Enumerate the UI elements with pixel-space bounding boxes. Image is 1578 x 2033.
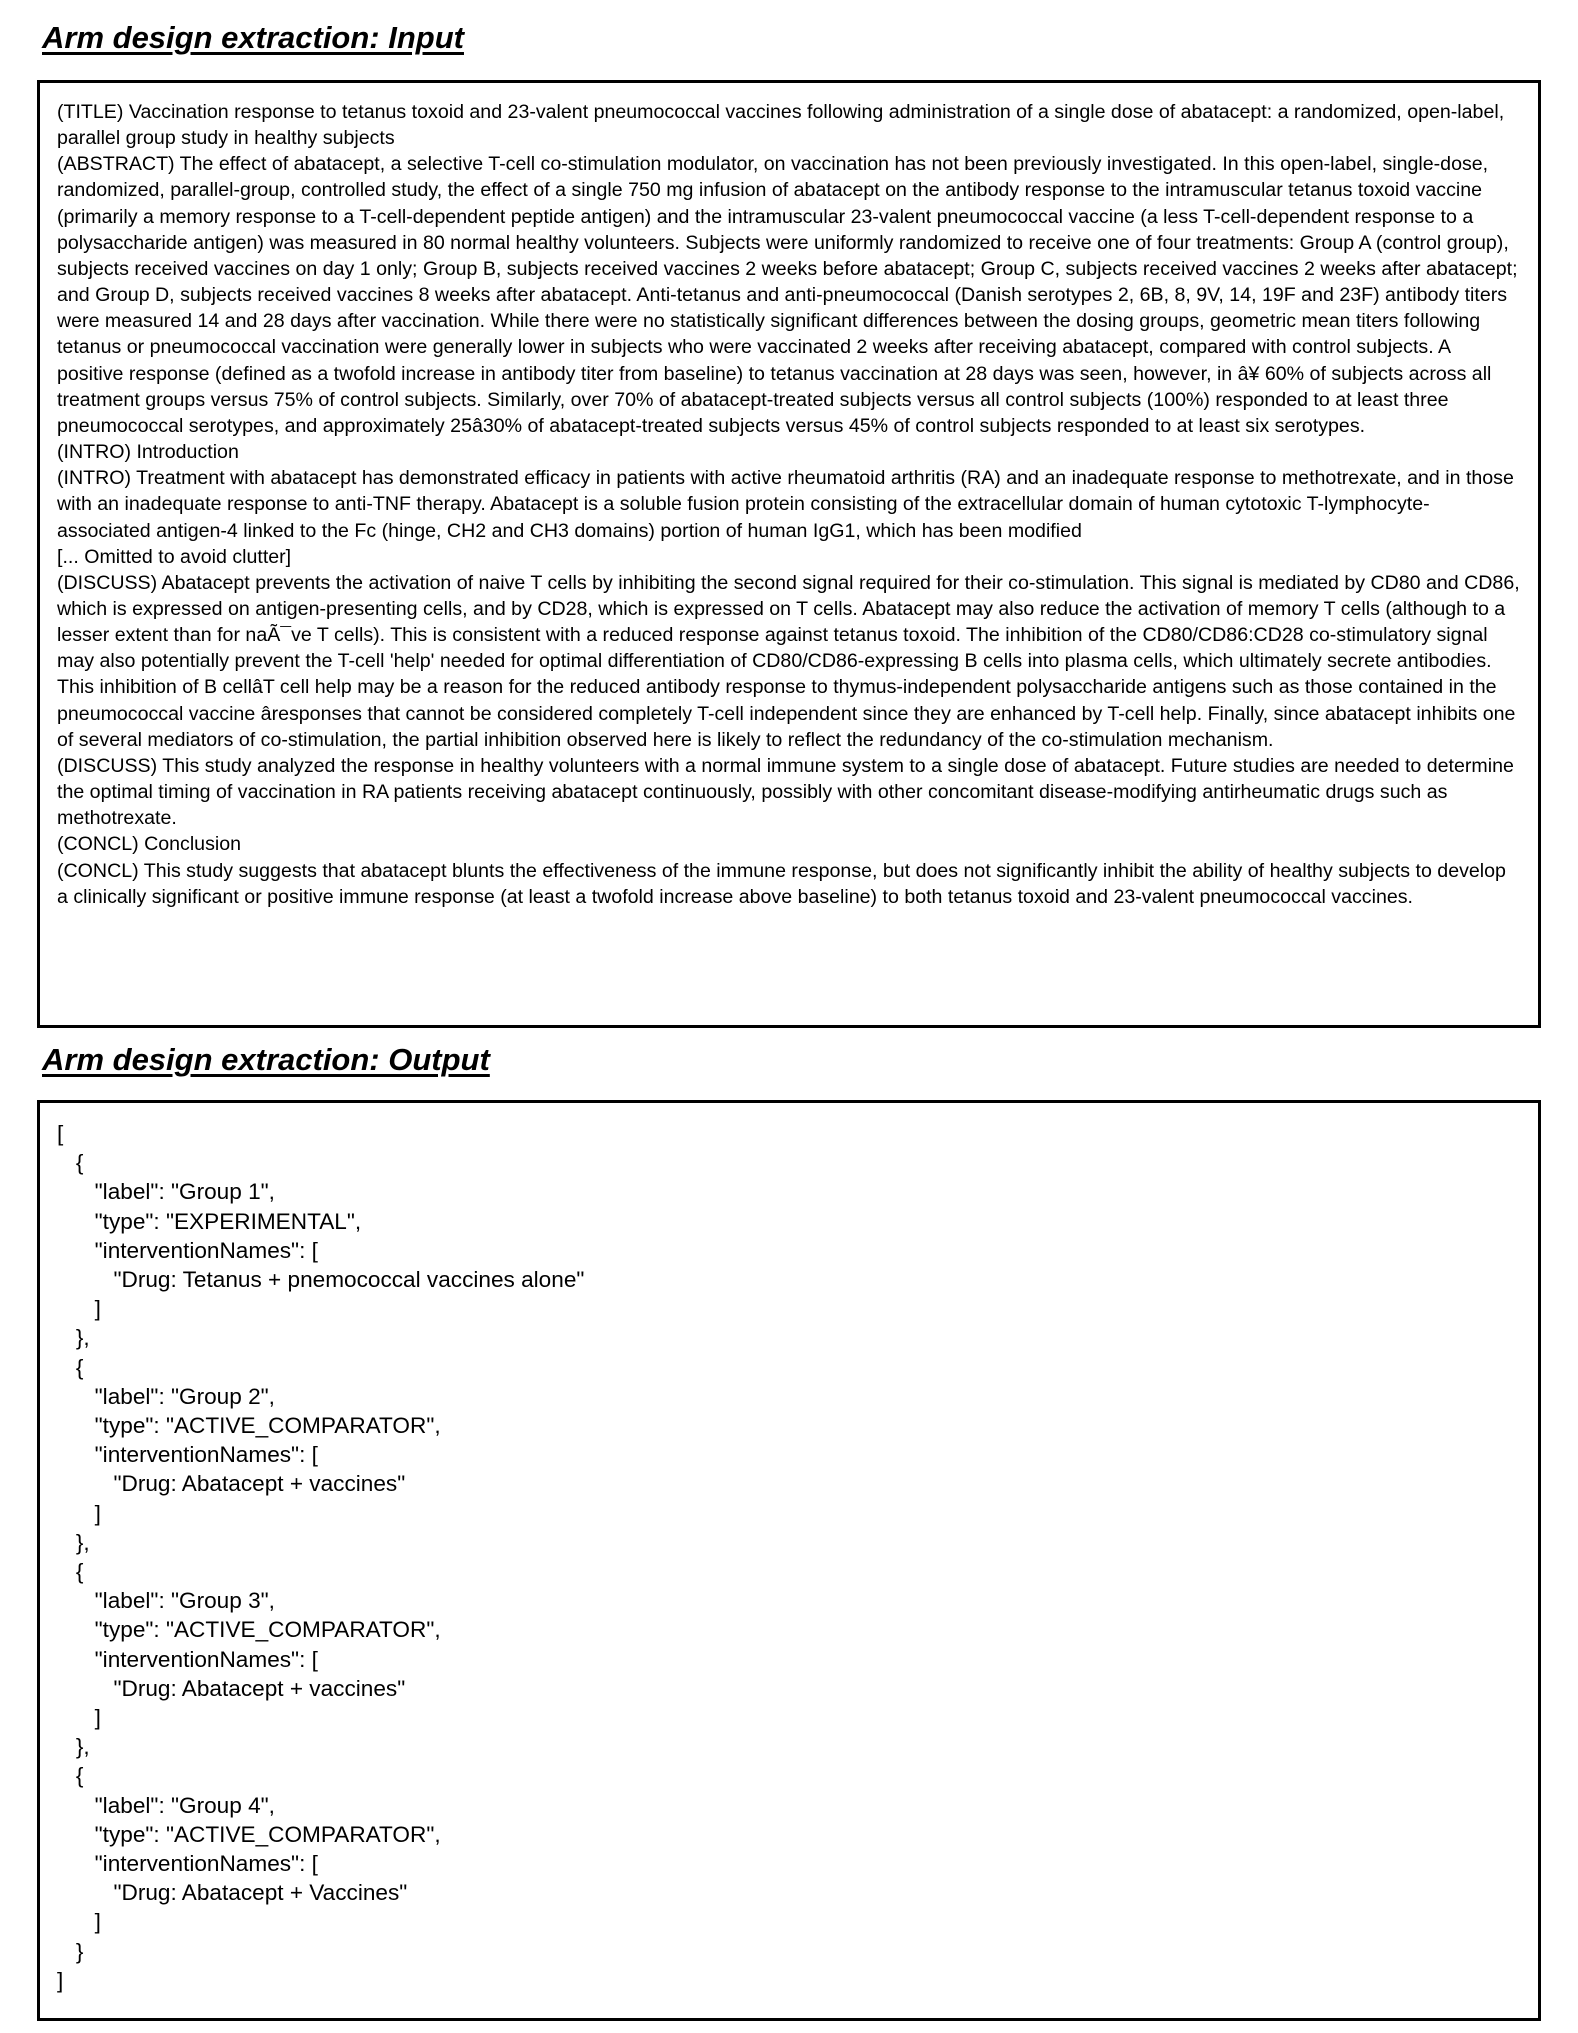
json-line: "interventionNames": [ [57, 1646, 318, 1672]
json-line: "type": "ACTIVE_COMPARATOR", [57, 1617, 441, 1643]
input-paragraph-intro: (INTRO) Treatment with abatacept has demonstrated efficacy in patients with active rheumatoid arthritis (RA) and an inadequate response to methotrexate, and in those with an inadequate response to anti-TNF therapy. Abatacept is a soluble fusion protein consisting of the extracellular domain of human cytotoxic T-lymphocyte-associated antigen-4 linked to the Fc (hinge, CH2 and CH3 domains) portion of human IgG1, which has been modified [57, 467, 1514, 542]
input-paragraph-conclusion-heading: (CONCL) Conclusion [57, 833, 242, 856]
json-line: "type": "ACTIVE_COMPARATOR", [57, 1413, 441, 1439]
json-line: { [57, 1354, 84, 1380]
json-line: "interventionNames": [ [57, 1237, 318, 1263]
json-line: { [57, 1559, 84, 1585]
json-line: ] [57, 1967, 64, 1993]
json-line: }, [57, 1325, 90, 1351]
json-line: "Drug: Abatacept + vaccines" [57, 1675, 406, 1701]
json-line: "type": "ACTIVE_COMPARATOR", [57, 1821, 441, 1847]
input-paragraph-conclusion: (CONCL) This study suggests that abatacept blunts the effectiveness of the immune response, but does not significantly inhibit the ability of healthy subjects to develop a clinically significant or positive immune response (at least a twofold increase above baseline) to both tetanus toxoid and 23-valent pneumococcal vaccines. [57, 859, 1506, 908]
input-paragraph-omitted-note: [... Omitted to avoid clutter] [57, 545, 292, 568]
output-section-heading: Arm design extraction: Output [42, 1042, 490, 1077]
input-paragraph-discuss-1: (DISCUSS) Abatacept prevents the activation of naive T cells by inhibiting the second signal required for their co-stimulation. This signal is mediated by CD80 and CD86, which is expressed on antigen-presenting cells, and by CD28, which is expressed on T cells. Abatacept may also reduce the activation of memory T cells (although to a lesser extent than for naÃ¯ve T cells). This is consistent with a reduced response against tetanus toxoid. The inhibition of the CD80/CD86:CD28 co-stimulatory signal may also potentially prevent the T-cell 'help' needed for optimal differentiation of CD80/CD86-expressing B cells into plasma cells, which ultimately secrete antibodies. This inhibition of B cellâT cell help may be a reason for the reduced antibody response to thymus-independent polysaccharide antigens such as those contained in the pneumococcal vaccine âresponses that cannot be considered completely T-cell independent since they are enhanced by T-cell help. Finally, since abatacept inhibits one of several mediators of co-stimulation, the partial inhibition observed here is likely to reflect the redundancy of the co-stimulation mechanism. [57, 571, 1520, 751]
input-paragraph-abstract: (ABSTRACT) The effect of abatacept, a selective T-cell co-stimulation modulator, on vaccination has not been previously investigated. In this open-label, single-dose, randomized, parallel-group, controlled study, the effect of a single 750 mg infusion of abatacept on the antibody response to the intramuscular tetanus toxoid vaccine (primarily a memory response to a T-cell-dependent peptide antigen) and the intramuscular 23-valent pneumococcal vaccine (a less T-cell-dependent response to a polysaccharide antigen) was measured in 80 normal healthy volunteers. Subjects were uniformly randomized to receive one of four treatments: Group A (control group), subjects received vaccines on day 1 only; Group B, subjects received vaccines 2 weeks before abatacept; Group C, subjects received vaccines 2 weeks after abatacept; and Group D, subjects received vaccines 8 weeks after abatacept. Anti-tetanus and anti-pneumococcal (Danish serotypes 2, 6B, 8, 9V, 14, 19F and 23F) antibody titers were measured 14 and 28 days after vaccination. While there were no statistically significant differences between the dosing groups, geometric mean titers following tetanus or pneumococcal vaccination were generally lower in subjects who were vaccinated 2 weeks after receiving abatacept, compared with control subjects. A positive response (defined as a twofold increase in antibody titer from baseline) to tetanus vaccination at 28 days was seen, however, in â¥ 60% of subjects across all treatment groups versus 75% of control subjects. Similarly, over 70% of abatacept-treated subjects versus all control subjects (100%) responded to at least three pneumococcal serotypes, and approximately 25â30% of abatacept-treated subjects versus 45% of control subjects responded to at least six serotypes. [57, 153, 1518, 437]
json-line: "label": "Group 1", [57, 1179, 275, 1205]
json-line: "type": "EXPERIMENTAL", [57, 1208, 362, 1234]
json-line: }, [57, 1734, 90, 1760]
input-text-box [37, 80, 1541, 1028]
json-line: [ [57, 1121, 64, 1146]
json-line: { [57, 1763, 84, 1789]
json-line: } [57, 1938, 84, 1964]
json-line: "label": "Group 3", [57, 1588, 275, 1614]
json-line: { [57, 1150, 84, 1176]
json-line: "label": "Group 2", [57, 1383, 275, 1409]
json-line: ] [57, 1909, 101, 1935]
input-paragraph-discuss-2: (DISCUSS) This study analyzed the response in healthy volunteers with a normal immune system to a single dose of abatacept. Future studies are needed to determine the optimal timing of vaccination in RA patients receiving abatacept continuously, possibly with other concomitant disease-modifying antirheumatic drugs such as methotrexate. [57, 754, 1514, 830]
json-line: "interventionNames": [ [57, 1851, 318, 1877]
json-line: ] [57, 1296, 101, 1322]
json-line: "Drug: Abatacept + Vaccines" [57, 1880, 408, 1906]
json-line: "interventionNames": [ [57, 1442, 318, 1468]
json-line: "Drug: Abatacept + vaccines" [57, 1471, 406, 1497]
input-paragraph-title: (TITLE) Vaccination response to tetanus toxoid and 23-valent pneumococcal vaccines following administration of a single dose of abatacept: a randomized, open-label, parallel group study in healthy subjects [57, 101, 1505, 150]
json-line: ] [57, 1500, 101, 1526]
json-line: }, [57, 1529, 90, 1555]
input-paragraph-intro-heading: (INTRO) Introduction [57, 441, 239, 464]
output-json-box [37, 1100, 1541, 2021]
json-line: "label": "Group 4", [57, 1792, 275, 1818]
input-section-heading: Arm design extraction: Input [42, 20, 464, 55]
json-line: ] [57, 1705, 101, 1731]
json-line: "Drug: Tetanus + pnemococcal vaccines alone" [57, 1267, 585, 1293]
